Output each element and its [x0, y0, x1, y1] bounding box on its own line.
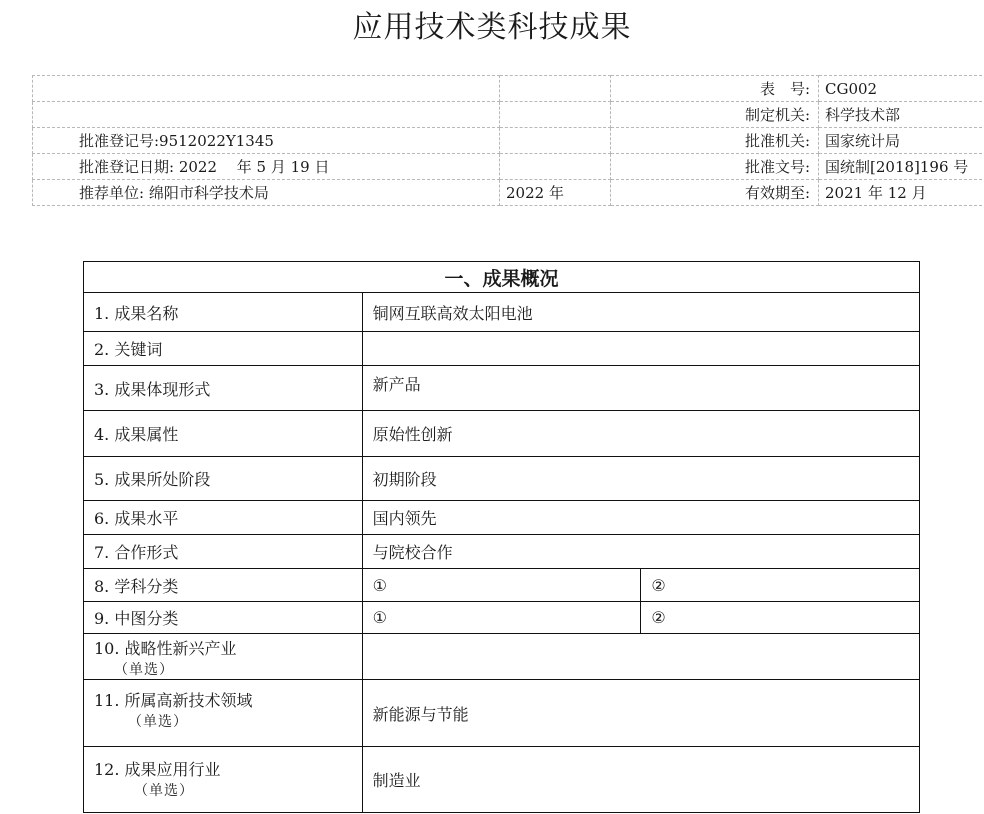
- table-row: [84, 457, 920, 501]
- recommend-year: 2022 年: [500, 180, 611, 206]
- header-row: [33, 102, 984, 128]
- application-industry-field[interactable]: 制造业: [362, 747, 919, 813]
- subject-class-field-1[interactable]: ①: [362, 569, 641, 602]
- achievement-overview-table: [83, 261, 920, 813]
- field-label: [84, 634, 363, 680]
- approval-doc-label: 批准文号:: [611, 154, 819, 180]
- header-left-cell: [33, 102, 500, 128]
- field-label-text: 10. 战略性新兴产业: [94, 639, 237, 658]
- header-mid-cell: [500, 102, 611, 128]
- document-title: 应用技术类科技成果: [352, 10, 632, 45]
- field-label: [84, 680, 363, 747]
- keywords-field[interactable]: [362, 332, 919, 366]
- cooperation-form-field[interactable]: 与院校合作: [362, 535, 919, 569]
- header-mid-cell: [500, 128, 611, 154]
- issuing-authority-label: 制定机关:: [611, 102, 819, 128]
- header-row: [33, 180, 984, 206]
- field-label-text: 12. 成果应用行业: [94, 760, 221, 779]
- table-row: [84, 747, 920, 813]
- single-choice-note: （单选）: [114, 662, 174, 678]
- recommending-unit: 推荐单位: 绵阳市科学技术局: [33, 180, 500, 206]
- field-label: 9. 中图分类: [84, 602, 363, 634]
- field-label: 7. 合作形式: [84, 535, 363, 569]
- approval-authority-label: 批准机关:: [611, 128, 819, 154]
- approval-authority-value: 国家统计局: [819, 128, 984, 154]
- header-info-table: [32, 75, 984, 206]
- field-label: 1. 成果名称: [84, 293, 363, 332]
- field-label: 5. 成果所处阶段: [84, 457, 363, 501]
- high-tech-field[interactable]: 新能源与节能: [362, 680, 919, 747]
- field-label: 8. 学科分类: [84, 569, 363, 602]
- clc-class-field-2[interactable]: ②: [641, 602, 920, 634]
- table-row: [84, 680, 920, 747]
- achievement-name-field[interactable]: 铜网互联高效太阳电池: [362, 293, 919, 332]
- achievement-stage-field[interactable]: 初期阶段: [362, 457, 919, 501]
- table-row: [84, 332, 920, 366]
- table-row: [84, 634, 920, 680]
- table-row: [84, 293, 920, 332]
- field-label: 2. 关键词: [84, 332, 363, 366]
- achievement-level-field[interactable]: 国内领先: [362, 501, 919, 535]
- field-label: 4. 成果属性: [84, 411, 363, 457]
- approval-reg-number: 批准登记号:9512022Y1345: [33, 128, 500, 154]
- table-row: [84, 501, 920, 535]
- header-mid-cell: [500, 154, 611, 180]
- valid-until-label: 有效期至:: [611, 180, 819, 206]
- header-mid-cell: [500, 76, 611, 102]
- single-choice-note: （单选）: [128, 714, 188, 730]
- field-label: [84, 747, 363, 813]
- table-row: [84, 411, 920, 457]
- issuing-authority-value: 科学技术部: [819, 102, 984, 128]
- table-row: [84, 602, 920, 634]
- table-row: [84, 535, 920, 569]
- achievement-form-field[interactable]: 新产品: [362, 366, 919, 411]
- table-row: [84, 569, 920, 602]
- approval-reg-date: 批准登记日期: 2022 年 5 月 19 日: [33, 154, 500, 180]
- emerging-industry-field[interactable]: [362, 634, 919, 680]
- header-row: [33, 128, 984, 154]
- subject-class-field-2[interactable]: ②: [641, 569, 920, 602]
- field-label: 3. 成果体现形式: [84, 366, 363, 411]
- header-row: [33, 154, 984, 180]
- field-label-text: 11. 所属高新技术领域: [94, 691, 253, 710]
- header-left-cell: [33, 76, 500, 102]
- header-row: [33, 76, 984, 102]
- approval-doc-value: 国统制[2018]196 号: [819, 154, 984, 180]
- section-heading: 一、成果概况: [84, 262, 920, 293]
- achievement-attribute-field[interactable]: 原始性创新: [362, 411, 919, 457]
- field-label: 6. 成果水平: [84, 501, 363, 535]
- clc-class-field-1[interactable]: ①: [362, 602, 641, 634]
- form-number-label: 表 号:: [611, 76, 819, 102]
- valid-until-value: 2021 年 12 月: [819, 180, 984, 206]
- single-choice-note: （单选）: [134, 783, 194, 799]
- form-number-value: CG002: [819, 76, 984, 102]
- table-row: [84, 366, 920, 411]
